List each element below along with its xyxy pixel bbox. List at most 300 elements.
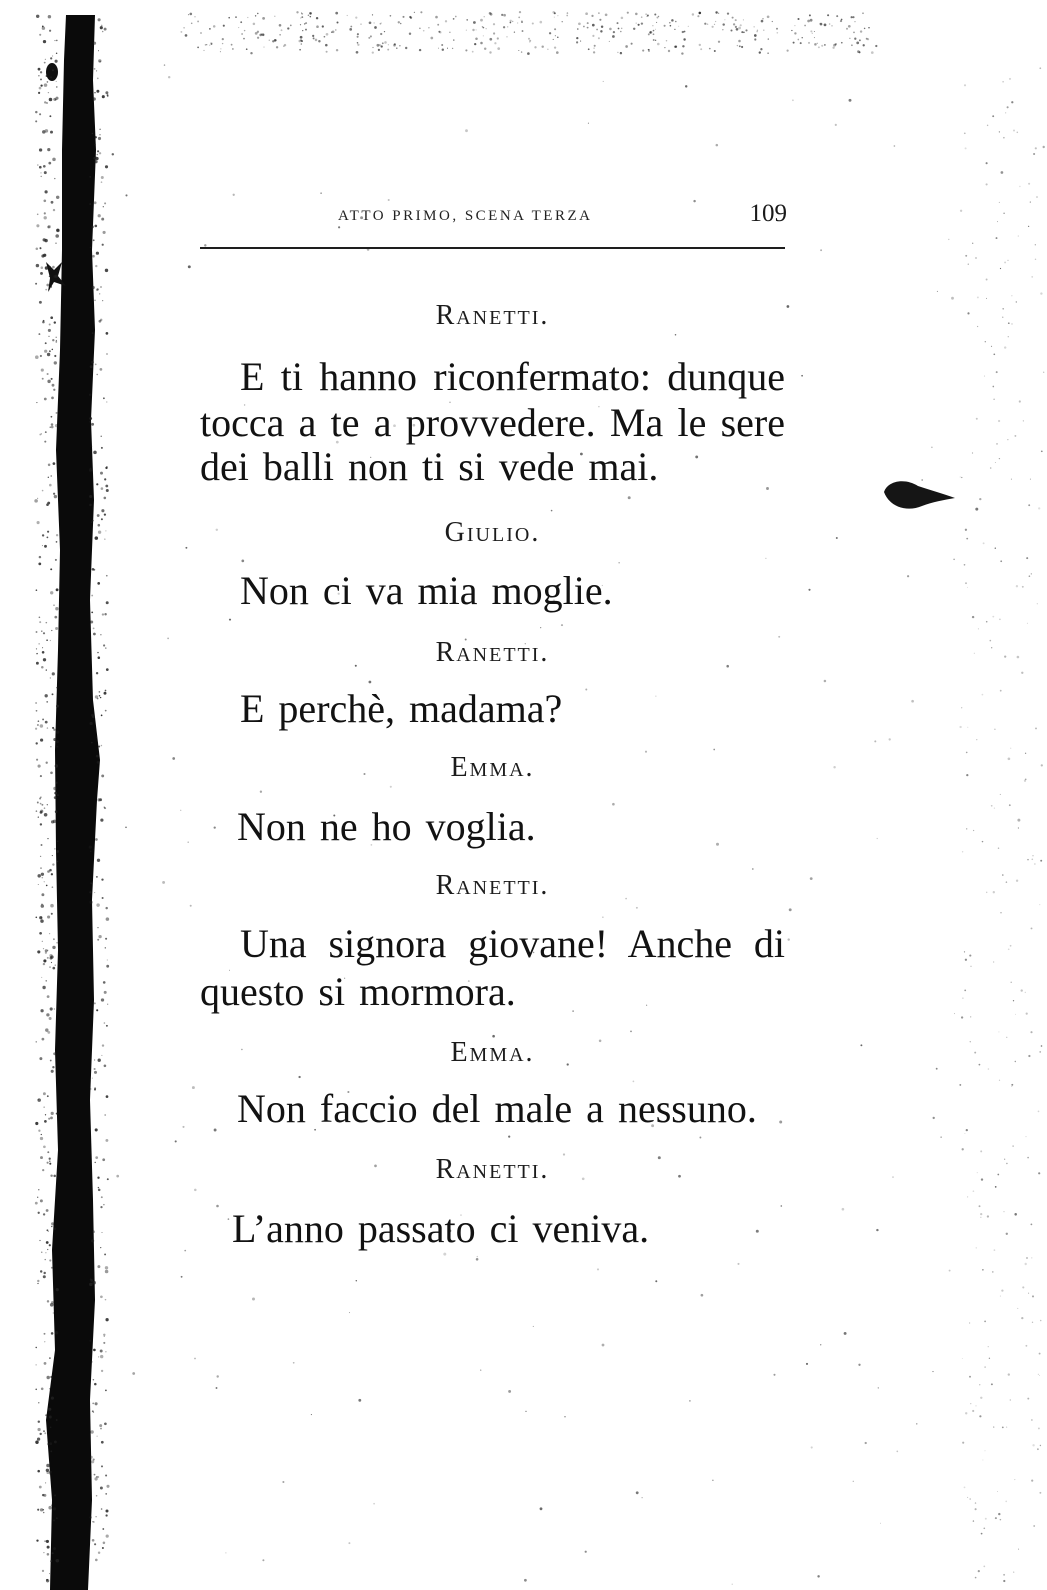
- noise-dot: [372, 14, 373, 15]
- noise-dot: [46, 701, 48, 703]
- noise-dot: [98, 18, 101, 21]
- noise-dot: [675, 45, 677, 47]
- noise-dot: [42, 718, 44, 720]
- noise-dot: [1009, 804, 1011, 806]
- noise-dot: [712, 1480, 713, 1481]
- noise-dot: [49, 1472, 51, 1474]
- noise-dot: [46, 1469, 49, 1472]
- speaker-name: Emma.: [450, 752, 535, 783]
- noise-dot: [981, 1533, 983, 1535]
- noise-dot: [90, 365, 93, 368]
- noise-dot: [51, 416, 53, 418]
- noise-dot: [1016, 585, 1018, 587]
- noise-dot: [1022, 1286, 1024, 1288]
- noise-dot: [326, 33, 329, 36]
- noise-dot: [162, 881, 165, 884]
- noise-dot: [101, 745, 103, 747]
- noise-dot: [409, 33, 411, 35]
- noise-dot: [39, 1057, 42, 1060]
- noise-dot: [360, 24, 361, 25]
- noise-dot: [652, 25, 653, 26]
- noise-dot: [400, 23, 402, 25]
- noise-dot: [987, 1215, 989, 1217]
- noise-dot: [92, 1539, 95, 1542]
- noise-dot: [40, 1508, 43, 1511]
- noise-dot: [41, 433, 42, 434]
- noise-dot: [116, 1175, 119, 1178]
- noise-dot: [106, 1025, 108, 1027]
- noise-dot: [96, 755, 99, 758]
- noise-dot: [36, 662, 39, 665]
- noise-dot: [497, 37, 499, 39]
- noise-dot: [47, 995, 50, 998]
- noise-dot: [100, 472, 103, 475]
- noise-dot: [1040, 1320, 1042, 1322]
- noise-dot: [46, 1209, 49, 1212]
- noise-dot: [99, 293, 100, 294]
- noise-dot: [1040, 860, 1042, 862]
- noise-dot: [972, 452, 973, 453]
- noise-dot: [299, 49, 301, 51]
- noise-dot: [194, 16, 195, 17]
- noise-dot: [95, 1516, 96, 1517]
- noise-dot: [43, 1494, 46, 1497]
- noise-dot: [1025, 1263, 1027, 1265]
- noise-dot: [854, 38, 856, 40]
- noise-dot: [993, 399, 994, 400]
- noise-dot: [125, 194, 127, 196]
- noise-dot: [298, 1076, 300, 1078]
- noise-dot: [986, 621, 988, 623]
- noise-dot: [49, 1160, 50, 1161]
- noise-dot: [370, 35, 372, 37]
- noise-dot: [104, 497, 107, 500]
- noise-dot: [866, 38, 868, 40]
- noise-dot: [52, 384, 55, 387]
- noise-dot: [97, 154, 99, 156]
- noise-dot: [797, 39, 799, 41]
- noise-dot: [41, 266, 44, 269]
- noise-dot: [853, 32, 855, 34]
- noise-dot: [832, 47, 834, 49]
- noise-dot: [250, 52, 252, 54]
- noise-dot: [41, 254, 44, 257]
- noise-dot: [94, 68, 96, 70]
- noise-dot: [978, 628, 979, 629]
- noise-dot: [1025, 1345, 1027, 1347]
- speech-line: Non faccio del male a nessuno.: [237, 1086, 757, 1131]
- noise-dot: [1002, 308, 1004, 310]
- noise-dot: [102, 31, 104, 33]
- noise-dot: [40, 355, 42, 357]
- noise-dot: [244, 30, 245, 31]
- noise-dot: [1025, 753, 1026, 754]
- noise-dot: [102, 300, 103, 301]
- noise-dot: [95, 1162, 96, 1163]
- noise-dot: [92, 1281, 96, 1285]
- noise-dot: [455, 16, 457, 18]
- noise-dot: [846, 28, 848, 30]
- noise-dot: [125, 826, 127, 828]
- noise-dot: [233, 194, 235, 196]
- noise-dot: [56, 588, 59, 591]
- noise-dot: [47, 81, 49, 83]
- noise-dot: [999, 202, 1000, 203]
- noise-dot: [641, 16, 643, 18]
- noise-dot: [701, 1294, 704, 1297]
- noise-dot: [36, 248, 39, 251]
- noise-dot: [39, 932, 42, 935]
- noise-dot: [856, 42, 859, 45]
- noise-dot: [47, 1553, 50, 1556]
- noise-dot: [37, 874, 40, 877]
- noise-dot: [49, 1158, 51, 1160]
- noise-dot: [96, 374, 97, 375]
- noise-dot: [533, 1326, 534, 1327]
- noise-dot: [619, 562, 620, 563]
- noise-dot: [766, 487, 769, 490]
- noise-dot: [35, 1347, 36, 1348]
- noise-dot: [818, 46, 820, 48]
- noise-dot: [44, 881, 45, 882]
- noise-dot: [628, 496, 631, 499]
- noise-dot: [727, 12, 729, 14]
- noise-dot: [53, 1547, 56, 1550]
- noise-dot: [91, 226, 94, 229]
- noise-dot: [56, 412, 58, 414]
- noise-dot: [47, 1095, 49, 1097]
- noise-dot: [101, 176, 104, 179]
- noise-dot: [46, 622, 48, 624]
- noise-dot: [554, 17, 555, 18]
- noise-dot: [428, 27, 429, 28]
- noise-dot: [102, 897, 104, 899]
- noise-dot: [37, 1098, 41, 1102]
- noise-dot: [42, 1570, 44, 1572]
- noise-dot: [984, 1366, 985, 1367]
- noise-dot: [964, 84, 966, 86]
- noise-dot: [42, 877, 44, 879]
- noise-dot: [998, 1513, 1000, 1515]
- noise-dot: [1019, 186, 1020, 187]
- noise-dot: [310, 16, 312, 18]
- noise-dot: [36, 759, 38, 761]
- noise-dot: [349, 1312, 350, 1313]
- noise-dot: [44, 83, 48, 87]
- noise-dot: [42, 378, 44, 380]
- noise-dot: [860, 30, 862, 32]
- noise-dot: [52, 69, 54, 71]
- noise-dot: [970, 1403, 971, 1404]
- noise-dot: [613, 31, 615, 33]
- noise-dot: [39, 87, 42, 90]
- noise-dot: [98, 1187, 99, 1188]
- noise-dot: [38, 884, 39, 885]
- noise-dot: [994, 729, 996, 731]
- noise-dot: [106, 332, 109, 335]
- noise-dot: [89, 1516, 92, 1519]
- noise-dot: [100, 368, 103, 371]
- noise-dot: [807, 20, 810, 23]
- noise-dot: [704, 23, 706, 25]
- noise-dot: [89, 417, 92, 420]
- noise-dot: [45, 694, 48, 697]
- noise-dot: [836, 537, 838, 539]
- noise-dot: [741, 46, 743, 48]
- noise-dot: [44, 1540, 46, 1542]
- noise-dot: [966, 774, 968, 776]
- noise-dot: [936, 1068, 938, 1070]
- noise-dot: [794, 32, 796, 34]
- noise-dot: [325, 44, 328, 47]
- noise-dot: [44, 239, 47, 242]
- noise-dot: [1031, 858, 1033, 860]
- noise-dot: [40, 919, 44, 923]
- noise-dot: [36, 1041, 37, 1042]
- noise-dot: [41, 631, 42, 632]
- noise-dot: [820, 249, 822, 251]
- noise-dot: [1016, 880, 1018, 882]
- noise-dot: [521, 51, 522, 52]
- noise-dot: [1040, 1445, 1041, 1446]
- noise-dot: [41, 1134, 42, 1135]
- noise-dot: [486, 28, 487, 29]
- noise-dot: [1039, 1492, 1041, 1494]
- noise-dot: [54, 355, 56, 357]
- noise-dot: [811, 1446, 813, 1448]
- noise-dot: [518, 17, 520, 19]
- noise-dot: [49, 484, 52, 487]
- noise-dot: [991, 647, 992, 648]
- noise-dot: [501, 14, 503, 16]
- noise-dot: [50, 1060, 51, 1061]
- noise-dot: [567, 12, 569, 14]
- noise-dot: [699, 44, 701, 46]
- noise-dot: [1004, 655, 1006, 657]
- noise-dot: [724, 19, 725, 20]
- noise-dot: [309, 12, 312, 15]
- noise-dot: [312, 35, 314, 37]
- noise-dot: [998, 1031, 999, 1032]
- noise-dot: [43, 1512, 45, 1514]
- noise-dot: [664, 25, 666, 27]
- noise-dot: [848, 25, 851, 28]
- noise-dot: [937, 291, 938, 292]
- noise-dot: [46, 1376, 49, 1379]
- noise-dot: [965, 1412, 967, 1414]
- noise-dot: [49, 98, 53, 102]
- noise-dot: [961, 707, 962, 708]
- noise-dot: [982, 1269, 984, 1271]
- noise-dot: [648, 33, 650, 35]
- noise-dot: [1043, 146, 1045, 148]
- noise-dot: [669, 22, 671, 24]
- noise-dot: [95, 1402, 98, 1405]
- noise-dot: [42, 1169, 44, 1171]
- noise-dot: [55, 60, 58, 63]
- noise-dot: [228, 1218, 230, 1220]
- noise-dot: [56, 541, 58, 543]
- noise-dot: [907, 575, 909, 577]
- noise-dot: [609, 41, 610, 42]
- noise-dot: [804, 25, 806, 27]
- noise-dot: [965, 147, 967, 149]
- noise-dot: [93, 569, 95, 571]
- noise-dot: [46, 102, 48, 104]
- noise-dot: [97, 1177, 99, 1179]
- noise-dot: [476, 29, 477, 30]
- noise-dot: [56, 705, 59, 708]
- noise-dot: [596, 29, 598, 31]
- noise-dot: [52, 339, 54, 341]
- noise-dot: [53, 938, 55, 940]
- noise-dot: [94, 1071, 97, 1074]
- noise-dot: [965, 529, 967, 531]
- noise-dot: [98, 1552, 100, 1554]
- noise-dot: [820, 23, 823, 26]
- noise-dot: [214, 826, 216, 828]
- noise-dot: [92, 520, 94, 522]
- noise-dot: [104, 692, 107, 695]
- noise-dot: [47, 838, 48, 839]
- noise-dot: [222, 38, 224, 40]
- noise-dot: [965, 959, 967, 961]
- noise-dot: [48, 1506, 52, 1510]
- noise-dot: [200, 32, 202, 34]
- noise-dot: [1013, 1000, 1014, 1001]
- noise-dot: [369, 21, 372, 24]
- noise-dot: [489, 38, 492, 41]
- noise-dot: [90, 850, 92, 852]
- noise-dot: [51, 873, 53, 875]
- noise-dot: [844, 1332, 847, 1335]
- noise-dot: [100, 634, 101, 635]
- noise-dot: [980, 1217, 981, 1218]
- noise-dot: [45, 1414, 47, 1416]
- noise-dot: [106, 1535, 109, 1538]
- noise-dot: [38, 1402, 39, 1403]
- noise-dot: [349, 28, 352, 31]
- noise-dot: [1018, 827, 1019, 828]
- noise-dot: [743, 19, 744, 20]
- noise-dot: [103, 981, 106, 984]
- noise-dot: [497, 47, 500, 50]
- noise-dot: [322, 25, 324, 27]
- noise-dot: [836, 15, 838, 17]
- noise-dot: [52, 693, 54, 695]
- noise-dot: [827, 14, 829, 16]
- noise-dot: [40, 1270, 42, 1272]
- noise-dot: [817, 1575, 819, 1577]
- noise-dot: [598, 12, 600, 14]
- noise-dot: [36, 1539, 38, 1541]
- noise-dot: [1000, 690, 1002, 692]
- noise-dot: [93, 1459, 95, 1461]
- noise-dot: [105, 1299, 107, 1301]
- noise-dot: [525, 1411, 526, 1412]
- noise-dot: [617, 22, 619, 24]
- noise-dot: [975, 257, 977, 259]
- noise-dot: [96, 70, 97, 71]
- noise-dot: [300, 24, 301, 25]
- noise-dot: [969, 1323, 970, 1324]
- noise-dot: [48, 225, 51, 228]
- noise-dot: [290, 25, 292, 27]
- noise-dot: [44, 1432, 46, 1434]
- noise-dot: [56, 81, 57, 82]
- speech-line: Una signora giovane! Anche di: [240, 921, 785, 966]
- noise-dot: [983, 542, 985, 544]
- noise-dot: [972, 616, 974, 618]
- noise-dot: [305, 29, 307, 31]
- noise-dot: [44, 441, 46, 443]
- noise-dot: [51, 1267, 53, 1269]
- noise-dot: [388, 44, 389, 45]
- noise-dot: [423, 30, 425, 32]
- noise-dot: [50, 316, 53, 319]
- noise-dot: [104, 1065, 107, 1068]
- noise-dot: [1018, 1549, 1019, 1550]
- noise-dot: [1036, 196, 1038, 198]
- noise-dot: [105, 1351, 106, 1352]
- noise-dot: [104, 806, 105, 807]
- noise-dot: [316, 17, 318, 19]
- noise-dot: [1008, 322, 1010, 324]
- noise-dot: [95, 265, 97, 267]
- noise-dot: [36, 589, 38, 591]
- noise-dot: [739, 45, 741, 47]
- noise-dot: [580, 41, 581, 42]
- noise-dot: [358, 1399, 361, 1402]
- noise-dot: [972, 1410, 974, 1412]
- noise-dot: [37, 653, 38, 654]
- noise-dot: [100, 1355, 103, 1358]
- noise-dot: [36, 224, 39, 227]
- noise-dot: [737, 45, 738, 46]
- noise-dot: [54, 40, 55, 41]
- noise-dot: [962, 1358, 963, 1359]
- noise-dot: [56, 340, 57, 341]
- noise-dot: [465, 49, 467, 51]
- noise-dot: [263, 34, 264, 35]
- noise-dot: [1006, 1426, 1007, 1427]
- noise-dot: [754, 34, 757, 37]
- noise-dot: [284, 44, 286, 46]
- noise-dot: [102, 1528, 104, 1530]
- noise-dot: [46, 1579, 49, 1582]
- noise-dot: [263, 47, 264, 48]
- noise-dot: [93, 1379, 94, 1380]
- speech-line: dei balli non ti si vede mai.: [200, 444, 659, 489]
- noise-dot: [410, 17, 412, 19]
- noise-dot: [93, 627, 95, 629]
- noise-dot: [1000, 1519, 1002, 1521]
- noise-dot: [982, 841, 983, 842]
- noise-dot: [992, 115, 994, 117]
- noise-dot: [46, 75, 48, 77]
- noise-dot: [791, 30, 792, 31]
- noise-dot: [101, 1055, 102, 1056]
- noise-dot: [98, 1356, 99, 1357]
- noise-dot: [93, 451, 97, 455]
- noise-dot: [449, 32, 450, 33]
- noise-dot: [216, 1375, 218, 1377]
- noise-dot: [47, 1249, 48, 1250]
- speaker-name: Emma.: [450, 1037, 535, 1068]
- noise-dot: [55, 424, 58, 427]
- noise-dot: [472, 29, 474, 31]
- noise-dot: [732, 17, 734, 19]
